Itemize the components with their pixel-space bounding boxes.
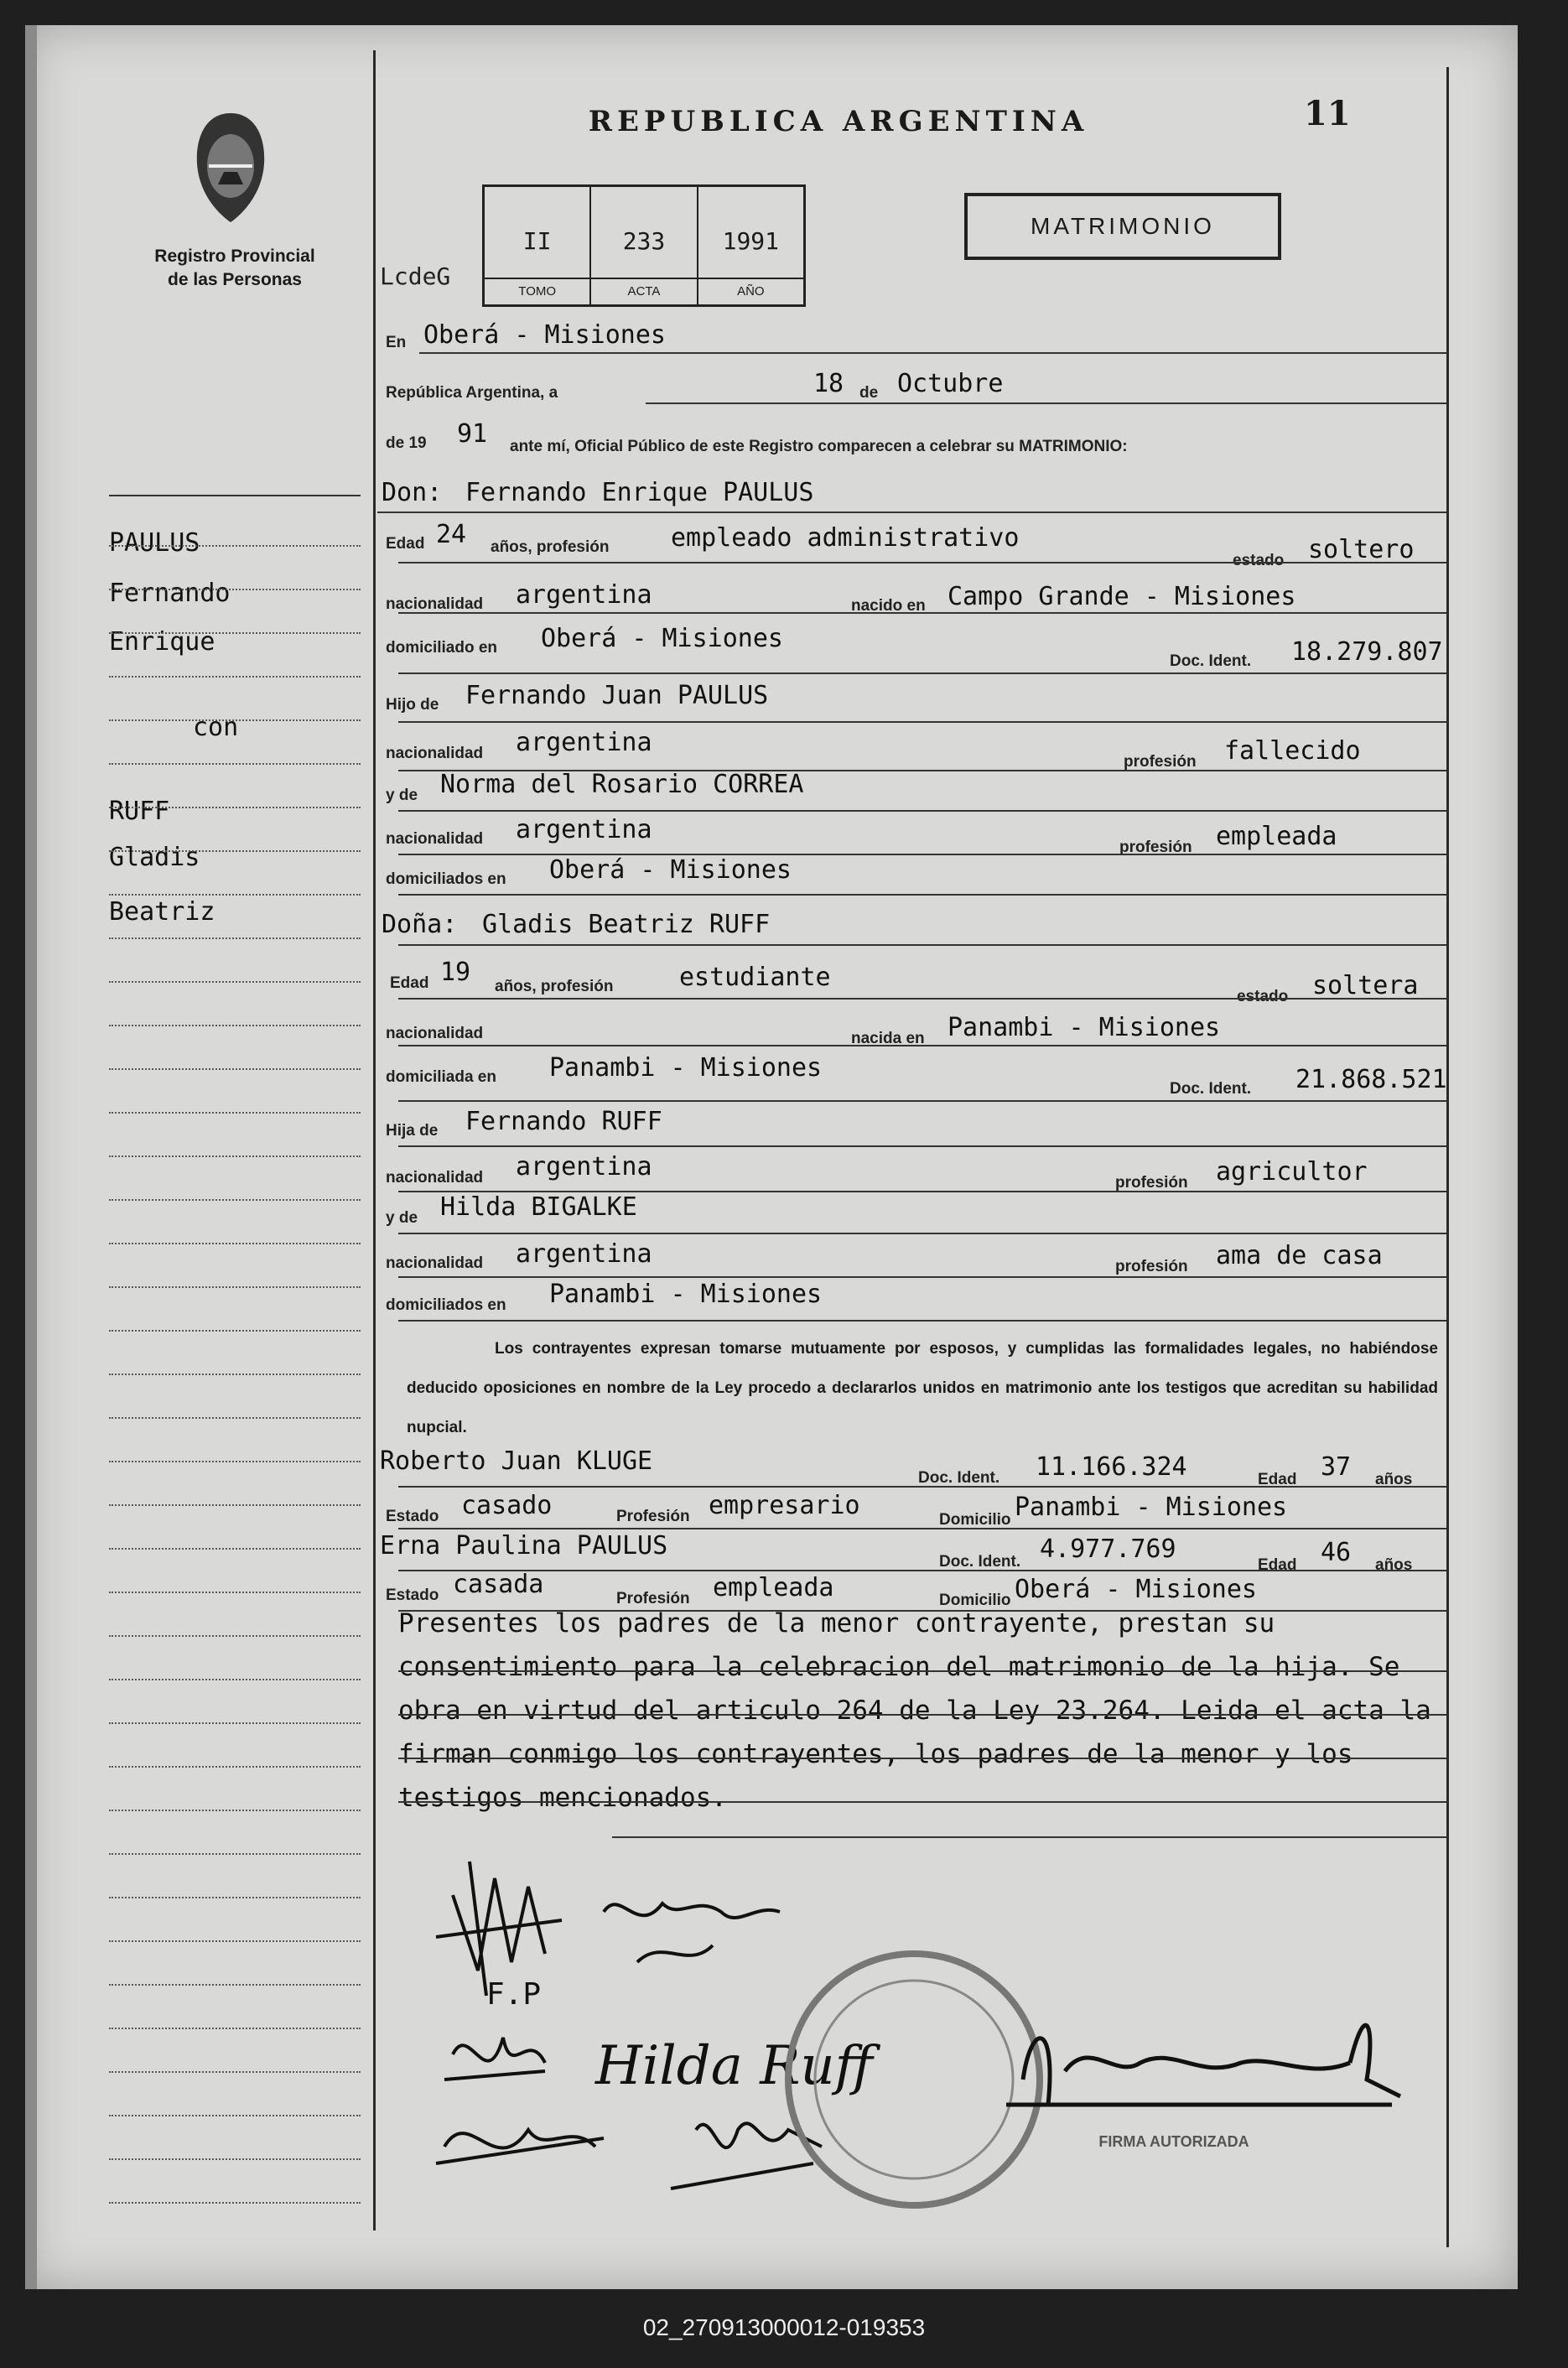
margin-dotted-line	[109, 676, 361, 678]
margin-dotted-line	[109, 719, 361, 721]
register-box	[482, 184, 806, 307]
margin-name: PAULUS	[109, 528, 200, 558]
bride-age: 19	[440, 958, 471, 987]
label-father: Hija de	[386, 1122, 439, 1140]
label-age: Edad	[386, 535, 425, 553]
label-parents-dom: domiciliados en	[386, 1296, 506, 1314]
margin-dotted-line	[109, 589, 361, 590]
margin-dotted-line	[109, 545, 361, 547]
witness2-doc: 4.977.769	[1040, 1535, 1176, 1564]
groom-profession: empleado administrativo	[671, 523, 1020, 553]
rule	[646, 402, 1446, 404]
margin-dotted-line	[109, 1025, 361, 1026]
witness1-age: 37	[1321, 1452, 1352, 1482]
label-en: En	[386, 334, 407, 351]
country-title: REPUBLICA ARGENTINA	[588, 105, 1089, 138]
label-profession: profesión	[1124, 753, 1197, 771]
witness2-age: 46	[1321, 1538, 1352, 1567]
bride-father-nat: argentina	[516, 1152, 652, 1181]
margin-name: con	[193, 713, 239, 742]
bride-profession: estudiante	[679, 963, 831, 992]
signature-official	[1006, 2025, 1400, 2105]
label-doc: Doc. Ident.	[918, 1469, 1000, 1487]
margin-dotted-line	[109, 632, 361, 634]
rule	[398, 810, 1446, 812]
anio-label: AÑO	[698, 278, 803, 304]
label-nat: nacionalidad	[386, 745, 484, 762]
margin-name: Gladis	[109, 843, 200, 872]
bride-parents-dom: Panambi - Misiones	[549, 1280, 823, 1309]
label-prof: Profesión	[616, 1508, 690, 1525]
bride-name: Gladis Beatriz RUFF	[482, 910, 771, 939]
book-spine	[25, 25, 37, 2289]
date-year: 91	[457, 419, 488, 449]
label-dom: Domicilio	[939, 1592, 1011, 1609]
margin-dotted-line	[109, 1461, 361, 1462]
label-status: estado	[1233, 552, 1285, 569]
label-doc: Doc. Ident.	[1170, 652, 1252, 670]
margin-dotted-line	[109, 1679, 361, 1680]
margin-dotted-line	[109, 2115, 361, 2116]
margin-rule	[373, 50, 376, 2230]
document-page	[25, 25, 1518, 2289]
margin-dotted-line	[109, 1635, 361, 1637]
label-years: años	[1375, 1556, 1413, 1574]
witness1-state: casado	[461, 1491, 553, 1520]
acta-cell	[591, 187, 698, 304]
registry-name	[134, 245, 335, 292]
rule	[398, 1801, 1446, 1803]
label-state: Estado	[386, 1586, 439, 1604]
margin-dotted-line	[109, 1810, 361, 1811]
margin-dotted-line	[109, 1897, 361, 1898]
rule	[398, 944, 1446, 946]
label-prof: años, profesión	[495, 978, 614, 995]
rule	[398, 1233, 1446, 1234]
label-age: Edad	[1258, 1556, 1297, 1574]
groom-parents-dom: Oberá - Misiones	[549, 855, 792, 885]
groom-age: 24	[436, 520, 467, 549]
city: Oberá - Misiones	[423, 320, 666, 350]
label-father: Hijo de	[386, 696, 439, 714]
rule	[398, 998, 1446, 1000]
label-doc: Doc. Ident.	[1170, 1080, 1252, 1098]
witness2-domicile: Oberá - Misiones	[1015, 1575, 1257, 1604]
rule	[398, 721, 1446, 723]
witness1-name: Roberto Juan KLUGE	[380, 1446, 653, 1476]
label-year-prefix: de 19	[386, 434, 427, 452]
label-dom: Domicilio	[939, 1511, 1011, 1529]
rule	[398, 1100, 1446, 1102]
rule	[398, 1276, 1446, 1278]
rule	[398, 1486, 1446, 1488]
rule	[398, 1145, 1446, 1147]
label-nat: nacionalidad	[386, 1025, 484, 1042]
groom-mother-prof: empleada	[1216, 822, 1337, 851]
label-nat: nacionalidad	[386, 830, 484, 848]
rule	[398, 1045, 1446, 1046]
margin-dotted-line	[109, 1374, 361, 1375]
margin-dotted-line	[109, 894, 361, 896]
margin-dotted-line	[109, 1330, 361, 1332]
tomo-cell	[485, 187, 591, 304]
margin-dotted-line	[109, 1766, 361, 1768]
groom-title: Don:	[382, 478, 443, 507]
label-nat: nacionalidad	[386, 1169, 484, 1187]
label-parents-dom: domiciliados en	[386, 870, 506, 888]
margin-dotted-line	[109, 1984, 361, 1986]
signature-mother: Hilda Ruff	[595, 2035, 873, 2097]
label-profession: profesión	[1115, 1174, 1188, 1192]
margin-dotted-line	[109, 1853, 361, 1855]
margin-dotted-line	[109, 2202, 361, 2204]
act-type-box: MATRIMONIO	[964, 193, 1281, 260]
label-born: nacido en	[851, 597, 926, 615]
groom-mother: Norma del Rosario CORREA	[440, 770, 804, 799]
signature-father	[604, 1903, 780, 1962]
groom-name: Fernando Enrique PAULUS	[465, 478, 814, 507]
groom-father: Fernando Juan PAULUS	[465, 681, 769, 710]
label-born: nacida en	[851, 1030, 925, 1047]
margin-dotted-line	[109, 1722, 361, 1724]
witness2-state: casada	[453, 1570, 544, 1599]
formal-text: Los contrayentes expresan tomarse mutuamente por esposos, y cumplidas las formalidades legales, no habiéndose deducido oposiciones en nombre de la Ley procedo a declararlos unidos en matrimonio ante los testigos que acreditan su habilidad nupcial.	[407, 1340, 1438, 1436]
label-profession: profesión	[1115, 1258, 1188, 1275]
coat-of-arms-icon	[189, 109, 273, 226]
margin-name: Beatriz	[109, 897, 215, 927]
label-age: Edad	[1258, 1471, 1297, 1488]
margin-dotted-line	[109, 1068, 361, 1070]
label-prof: años, profesión	[491, 538, 610, 556]
margin-dotted-line	[109, 850, 361, 852]
groom-father-prof: fallecido	[1224, 736, 1361, 766]
margin-dotted-line	[109, 1112, 361, 1114]
bride-mother-prof: ama de casa	[1216, 1241, 1383, 1270]
rule	[419, 352, 1446, 354]
date-day: 18	[813, 369, 844, 398]
label-doc: Doc. Ident.	[939, 1553, 1021, 1571]
label-profession: profesión	[1119, 839, 1192, 856]
witness1-profession: empresario	[709, 1491, 860, 1520]
margin-name: Enrique	[109, 627, 215, 657]
label-mother: y de	[386, 787, 418, 804]
margin-dotted-line	[109, 1548, 361, 1550]
bride-mother-nat: argentina	[516, 1239, 652, 1269]
margin-dotted-line	[109, 1286, 361, 1288]
label-years: años	[1375, 1471, 1413, 1488]
register-code: LcdeG	[380, 262, 451, 290]
rule	[398, 562, 1446, 563]
groom-birthplace: Campo Grande - Misiones	[948, 582, 1296, 611]
witness1-domicile: Panambi - Misiones	[1015, 1493, 1288, 1522]
margin-dotted-line	[109, 1243, 361, 1244]
rule	[398, 894, 1446, 896]
margin-dotted-line	[109, 1155, 361, 1157]
rule	[398, 1670, 1446, 1672]
witness2-profession: empleada	[713, 1573, 834, 1602]
label-nat: nacionalidad	[386, 595, 484, 613]
tomo-label: TOMO	[485, 278, 589, 304]
bride-status: soltera	[1312, 971, 1419, 1000]
margin-dotted-line	[109, 937, 361, 939]
margin-dotted-line	[109, 1504, 361, 1506]
bride-mother: Hilda BIGALKE	[440, 1192, 637, 1222]
margin-dotted-line	[109, 1592, 361, 1593]
registry-line-2: de las Personas	[168, 270, 302, 289]
label-state: Estado	[386, 1508, 439, 1525]
witness2-name: Erna Paulina PAULUS	[380, 1531, 668, 1560]
groom-nationality: argentina	[516, 580, 652, 610]
label-mother: y de	[386, 1209, 418, 1227]
signatures-area	[419, 1828, 1467, 2230]
groom-status: soltero	[1308, 535, 1415, 564]
acta-label: ACTA	[591, 278, 696, 304]
anio-cell	[698, 187, 803, 304]
label-age: Edad	[390, 974, 429, 992]
label-dom: domiciliada en	[386, 1068, 496, 1086]
rule	[377, 512, 1446, 513]
margin-dotted-line	[109, 1199, 361, 1201]
tomo-value: II	[522, 227, 552, 255]
groom-doc: 18.279.807	[1291, 637, 1443, 667]
margin-dotted-line	[109, 2158, 361, 2160]
rule	[398, 1570, 1446, 1571]
signature-bride	[436, 2038, 604, 2163]
margin-dotted-line	[109, 2071, 361, 2073]
acta-value: 233	[622, 227, 666, 255]
label-republic: República Argentina, a	[386, 384, 558, 402]
bride-birthplace: Panambi - Misiones	[948, 1013, 1221, 1042]
anio-value: 1991	[722, 227, 780, 255]
margin-dotted-line	[109, 981, 361, 983]
notes-paragraph: Presentes los padres de la menor contrayente, prestan su consentimiento para la celebracion del matrimonio de la hija. Se obra en virtud del articulo 264 de la Ley 23.264. Leida el acta la firman conmigo los contrayentes, los padres de la menor y los testigos mencionados.	[398, 1608, 1431, 1813]
label-intro: ante mí, Oficial Público de este Registro comparecen a celebrar su MATRIMONIO:	[510, 438, 1128, 455]
rule	[398, 1528, 1446, 1529]
label-dom: domiciliado en	[386, 639, 498, 657]
margin-name: RUFF	[109, 797, 170, 826]
registry-line-1: Registro Provincial	[154, 247, 315, 266]
margin-dotted-line	[109, 763, 361, 765]
page-number: 11	[1304, 94, 1351, 133]
margin-dotted-line	[109, 1940, 361, 1942]
rule	[398, 1320, 1446, 1322]
margin-dotted-line	[109, 1417, 361, 1419]
stamp-label: FIRMA AUTORIZADA	[1098, 2133, 1249, 2150]
groom-father-nat: argentina	[516, 728, 652, 757]
label-prof: Profesión	[616, 1590, 690, 1607]
bride-doc: 21.868.521	[1295, 1065, 1447, 1094]
bride-father-prof: agricultor	[1216, 1157, 1368, 1187]
bride-title: Doña:	[382, 910, 458, 939]
label-de: de	[859, 384, 879, 402]
bride-father: Fernando RUFF	[465, 1107, 662, 1136]
witness1-doc: 11.166.324	[1036, 1452, 1187, 1482]
groom-domicile: Oberá - Misiones	[541, 624, 783, 653]
document-id: 02_270913000012-019353	[642, 2314, 926, 2340]
rule	[398, 1714, 1446, 1716]
signature-initials: F.P	[486, 1977, 542, 2012]
label-status: estado	[1237, 988, 1289, 1005]
margin-dotted-line	[109, 2028, 361, 2029]
rule	[398, 612, 1446, 614]
margin-name: Fernando	[109, 579, 231, 608]
bride-domicile: Panambi - Misiones	[549, 1053, 823, 1083]
rule	[398, 672, 1446, 674]
groom-mother-nat: argentina	[516, 815, 652, 844]
margin-dotted-line	[109, 807, 361, 808]
label-nat: nacionalidad	[386, 1254, 484, 1272]
margin-rule-line	[109, 495, 361, 496]
date-month: Octubre	[897, 369, 1004, 398]
rule	[398, 1758, 1446, 1759]
signature-groom	[436, 1862, 562, 1996]
